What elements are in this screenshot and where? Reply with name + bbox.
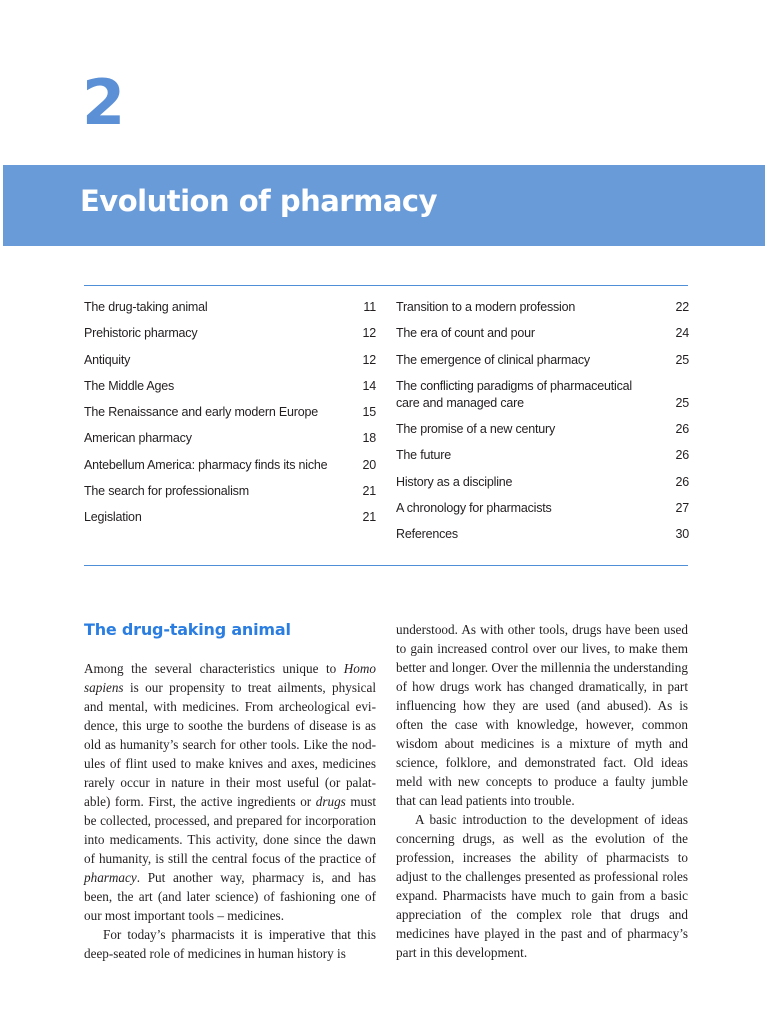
italic-term: drugs (315, 794, 346, 809)
toc-left-column (84, 299, 376, 536)
body-paragraph: Among the several characteristics unique to Homo sapiens is our propensity to treat ailments, physical and mental, with medicines. From archeological evidence, this urge to soothe the burdens of disease is as old as humanity’s search for other tools. Like the nodules of flint used to make knives and axes, medicines rarely occur in nature in their most useful (or palatable) form. First, the active ingredients or drugs must be collected, processed, and prepared for incorporation into medicaments. This activity, done since the dawn of humanity, is still the central focus of the practice of pharmacy. Put another way, pharmacy is, and has been, the art (and later science) of fashioning one of our most important tools – medicines. (84, 661, 376, 923)
toc-entry-page: 30 (675, 527, 689, 542)
italic-term: Homo sapiens (84, 661, 376, 695)
toc-entry-page: 11 (363, 300, 376, 314)
toc-entry-page: 18 (362, 431, 376, 446)
toc-top-rule (84, 285, 688, 286)
toc-entry-page: 25 (675, 352, 689, 367)
toc-entry-title: American pharmacy (84, 431, 192, 446)
toc-entry-page: 26 (675, 422, 689, 437)
body-paragraph: A basic introduction to the development of ideas concerning drugs, as well as the evolution of the profession, increases the ability of pharmacists to adjust to the challenges presented as professional roles expand. Pharmacists have much to gain from a basic appreciation of the complex role that drugs and medicines have played in the past and of pharmacy’s part in this development. (396, 812, 688, 960)
toc-entry-title: Antiquity (84, 352, 131, 367)
body-column-right (396, 620, 688, 962)
toc-entry-title: Legislation (84, 510, 142, 525)
toc-right-column (396, 299, 689, 553)
body-column-left (84, 659, 376, 963)
toc-entry (84, 378, 376, 395)
toc-entry (396, 325, 689, 342)
body-paragraph: For today’s pharmacists it is imperative that this deep-seated role of medicines in human history is (84, 927, 376, 961)
toc-entry-page: 27 (675, 501, 689, 516)
toc-entry (396, 526, 689, 543)
chapter-number: 2 (82, 66, 126, 139)
toc-entry-title: Transition to a modern profession (396, 300, 576, 314)
toc-entry-title: A chronology for pharmacists (396, 501, 552, 516)
toc-entry (396, 474, 689, 491)
toc-entry-page: 15 (362, 405, 376, 420)
body-paragraph: understood. As with other tools, drugs have been used to gain increased control over our lives, to make them better and longer. Over the millennia the understanding of how drugs work has changed dramatically, in part influencing how they are used (and abused). As is often the case with knowledge, however, common wisdom about medicines is a mixture of myth and science, folklore, and demonstrated fact. Old ideas meld with new concepts to produce a faulty jumble that can lead patients into trouble. (396, 622, 688, 808)
toc-bottom-rule (84, 565, 688, 566)
toc-entry (84, 404, 376, 421)
toc-entry (396, 421, 689, 438)
toc-entry-page: 25 (675, 395, 689, 410)
toc-entry (84, 299, 376, 316)
toc-entry-page: 20 (362, 457, 376, 472)
toc-entry-page: 26 (675, 448, 689, 463)
toc-entry-page: 26 (675, 474, 689, 489)
toc-entry-page: 22 (675, 300, 689, 314)
toc-entry (396, 352, 689, 369)
toc-entry-title: The emergence of clinical pharmacy (396, 352, 590, 367)
toc-entry-title: The promise of a new century (396, 422, 556, 437)
toc-entry-page: 21 (362, 510, 376, 525)
toc-entry (84, 457, 376, 474)
toc-entry (84, 483, 376, 500)
section-heading: The drug-taking animal (84, 620, 291, 639)
toc-entry-page: 21 (362, 484, 376, 499)
toc-entry (84, 325, 376, 342)
toc-entry-page: 12 (362, 352, 376, 367)
toc-entry-page: 12 (362, 326, 376, 341)
chapter-title: Evolution of pharmacy (80, 184, 437, 218)
toc-entry-title: The era of count and pour (396, 326, 535, 341)
toc-entry-title: The search for professionalism (84, 484, 249, 499)
toc-entry (84, 352, 376, 369)
toc-entry (396, 378, 689, 412)
toc-entry (396, 500, 689, 517)
toc-entry-title: The drug-taking animal (84, 300, 208, 314)
toc-entry-title: Prehistoric pharmacy (84, 326, 198, 341)
toc-entry-title: The Renaissance and early modern Europe (84, 405, 319, 420)
toc-entry-title: History as a discipline (396, 474, 513, 489)
toc-entry-page: 14 (362, 378, 376, 393)
italic-term: pharmacy (84, 870, 137, 885)
toc-entry (396, 299, 689, 316)
toc-entry-title: References (396, 527, 458, 542)
toc-entry-title: The conflicting paradigms of pharmaceutical care and managed care (396, 378, 632, 410)
toc-entry-title: The future (396, 448, 451, 463)
toc-entry-page: 24 (675, 326, 689, 341)
toc-entry (396, 447, 689, 464)
toc-entry (84, 430, 376, 447)
toc-entry-title: Antebellum America: pharmacy finds its niche (84, 457, 328, 472)
toc-entry-title: The Middle Ages (84, 378, 175, 393)
toc-entry (84, 509, 376, 526)
